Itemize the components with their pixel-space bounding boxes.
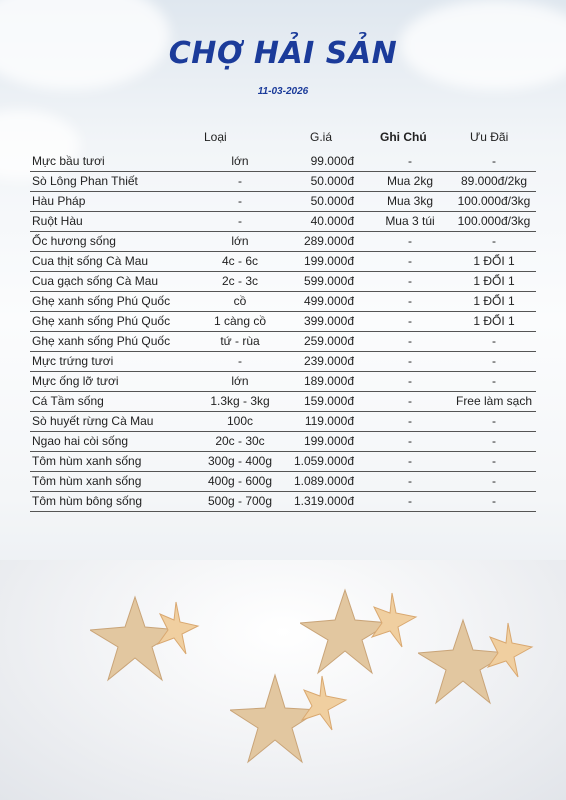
cell-loai: 2c - 3c bbox=[221, 274, 258, 288]
cell-name: Ghẹ xanh sống Phú Quốc bbox=[32, 314, 171, 328]
cell-loai: cồ bbox=[233, 294, 247, 308]
cell-name: Cua thịt sống Cà Mau bbox=[32, 254, 149, 268]
cell-name: Hàu Pháp bbox=[32, 194, 86, 208]
cell-ghichu: - bbox=[408, 494, 412, 508]
cell-ghichu: - bbox=[408, 334, 412, 348]
cell-name: Ruột Hàu bbox=[32, 214, 83, 228]
table-row bbox=[30, 232, 536, 252]
table-row bbox=[30, 352, 536, 372]
cell-ghichu: - bbox=[408, 314, 412, 328]
cell-uudai: - bbox=[492, 414, 496, 428]
cell-gia: 239.000đ bbox=[303, 354, 354, 368]
cell-loai: lớn bbox=[231, 374, 249, 388]
table-row bbox=[30, 432, 536, 452]
table-row bbox=[30, 412, 536, 432]
cell-gia: 50.000đ bbox=[310, 174, 354, 188]
cell-ghichu: - bbox=[408, 354, 412, 368]
cell-gia: 289.000đ bbox=[303, 234, 354, 248]
header-ghichu: Ghi Chú bbox=[380, 130, 427, 144]
starfish-icon bbox=[418, 615, 536, 705]
table-row bbox=[30, 272, 536, 292]
cell-gia: 259.000đ bbox=[303, 334, 354, 348]
cell-name: Ghẹ xanh sống Phú Quốc bbox=[32, 334, 171, 348]
starfish-icon bbox=[230, 670, 350, 766]
cell-uudai: - bbox=[492, 434, 496, 448]
cell-name: Ghẹ xanh sống Phú Quốc bbox=[32, 294, 171, 308]
cell-gia: 40.000đ bbox=[310, 214, 354, 228]
cell-ghichu: - bbox=[408, 374, 412, 388]
cell-name: Ốc hương sống bbox=[32, 234, 116, 248]
cell-ghichu: - bbox=[408, 234, 412, 248]
table-row bbox=[30, 332, 536, 352]
cell-gia: 199.000đ bbox=[303, 434, 354, 448]
cell-ghichu: - bbox=[408, 474, 412, 488]
starfish-icon bbox=[300, 585, 420, 675]
cell-ghichu: - bbox=[408, 154, 412, 168]
cell-loai: 20c - 30c bbox=[215, 434, 265, 448]
table-row bbox=[30, 372, 536, 392]
cell-ghichu: - bbox=[408, 254, 412, 268]
table-header bbox=[0, 130, 566, 148]
cell-uudai: 100.000đ/3kg bbox=[457, 194, 531, 208]
cell-gia: 1.059.000đ bbox=[293, 454, 354, 468]
table-row bbox=[30, 152, 536, 172]
cell-ghichu: - bbox=[408, 274, 412, 288]
cell-name: Tôm hùm xanh sống bbox=[32, 454, 142, 468]
cell-ghichu: Mua 2kg bbox=[386, 174, 434, 188]
cell-name: Sò huyết rừng Cà Mau bbox=[32, 414, 154, 428]
cell-gia: 599.000đ bbox=[303, 274, 354, 288]
cell-loai: tứ - rùa bbox=[220, 334, 260, 348]
cell-ghichu: Mua 3kg bbox=[386, 194, 434, 208]
cell-uudai: 100.000đ/3kg bbox=[457, 214, 531, 228]
cell-gia: 399.000đ bbox=[303, 314, 354, 328]
cell-uudai: - bbox=[492, 334, 496, 348]
table-row bbox=[30, 452, 536, 472]
cell-loai: - bbox=[238, 354, 242, 368]
table-row bbox=[30, 392, 536, 412]
cell-loai: 1.3kg - 3kg bbox=[210, 394, 270, 408]
cell-gia: 119.000đ bbox=[304, 414, 354, 428]
cell-loai: 300g - 400g bbox=[207, 454, 273, 468]
header-loai: Loại bbox=[204, 130, 227, 144]
table-row bbox=[30, 212, 536, 232]
table-row bbox=[30, 492, 536, 512]
cell-loai: 4c - 6c bbox=[221, 254, 258, 268]
table-row bbox=[30, 312, 536, 332]
cell-loai: 500g - 700g bbox=[207, 494, 273, 508]
starfish-icon bbox=[90, 592, 200, 682]
price-table bbox=[30, 152, 536, 512]
cell-uudai: 89.000đ/2kg bbox=[460, 174, 528, 188]
table-row bbox=[30, 172, 536, 192]
cell-uudai: 1 ĐỔI 1 bbox=[473, 294, 515, 308]
cell-name: Cá Tầm sống bbox=[32, 394, 104, 408]
cell-ghichu: - bbox=[408, 394, 412, 408]
cell-ghichu: - bbox=[408, 294, 412, 308]
header-gia: G.iá bbox=[310, 130, 333, 144]
cell-gia: 199.000đ bbox=[303, 254, 354, 268]
date-label: 11-03-2026 bbox=[257, 86, 309, 97]
cell-uudai: - bbox=[492, 474, 496, 488]
header-uudai: Ưu Đãi bbox=[470, 130, 509, 144]
cell-ghichu: - bbox=[408, 414, 412, 428]
cell-gia: 1.319.000đ bbox=[293, 494, 354, 508]
cell-uudai: Free làm sạch bbox=[455, 394, 533, 408]
cell-gia: 1.089.000đ bbox=[293, 474, 354, 488]
cell-uudai: - bbox=[492, 494, 496, 508]
cell-ghichu: Mua 3 túi bbox=[385, 214, 435, 228]
cell-loai: 100c bbox=[226, 414, 254, 428]
cell-name: Mực bầu tươi bbox=[32, 154, 105, 168]
cell-name: Tôm hùm xanh sống bbox=[32, 474, 142, 488]
cell-name: Ngao hai còi sống bbox=[32, 434, 129, 448]
cell-name: Sò Lông Phan Thiết bbox=[32, 174, 138, 188]
cell-ghichu: - bbox=[408, 434, 412, 448]
cell-gia: 159.000đ bbox=[303, 394, 354, 408]
table-row bbox=[30, 192, 536, 212]
table-row bbox=[30, 472, 536, 492]
cell-uudai: - bbox=[492, 354, 496, 368]
table-row bbox=[30, 292, 536, 312]
page-title: CHỢ HẢI SẢN bbox=[168, 36, 398, 71]
cell-uudai: - bbox=[492, 374, 496, 388]
cell-uudai: 1 ĐỔI 1 bbox=[473, 254, 515, 268]
cell-name: Cua gạch sống Cà Mau bbox=[32, 274, 159, 288]
cell-gia: 50.000đ bbox=[310, 194, 354, 208]
cell-uudai: 1 ĐỔI 1 bbox=[473, 274, 515, 288]
cell-uudai: - bbox=[492, 454, 496, 468]
cell-uudai: 1 ĐỔI 1 bbox=[473, 314, 515, 328]
cell-ghichu: - bbox=[408, 454, 412, 468]
cell-loai: - bbox=[238, 174, 242, 188]
cell-loai: - bbox=[238, 194, 242, 208]
cell-loai: lớn bbox=[231, 154, 249, 168]
cell-loai: - bbox=[238, 214, 242, 228]
cell-name: Mực trứng tươi bbox=[32, 354, 114, 368]
cell-loai: 1 càng cồ bbox=[213, 314, 267, 328]
cell-uudai: - bbox=[492, 234, 496, 248]
cell-name: Mực ống lỡ tươi bbox=[32, 374, 119, 388]
cell-loai: 400g - 600g bbox=[207, 474, 273, 488]
cell-uudai: - bbox=[492, 154, 496, 168]
cell-gia: 499.000đ bbox=[303, 294, 354, 308]
cell-name: Tôm hùm bông sống bbox=[32, 494, 143, 508]
cell-gia: 189.000đ bbox=[303, 374, 354, 388]
cell-loai: lớn bbox=[231, 234, 249, 248]
table-row bbox=[30, 252, 536, 272]
cell-gia: 99.000đ bbox=[310, 154, 354, 168]
